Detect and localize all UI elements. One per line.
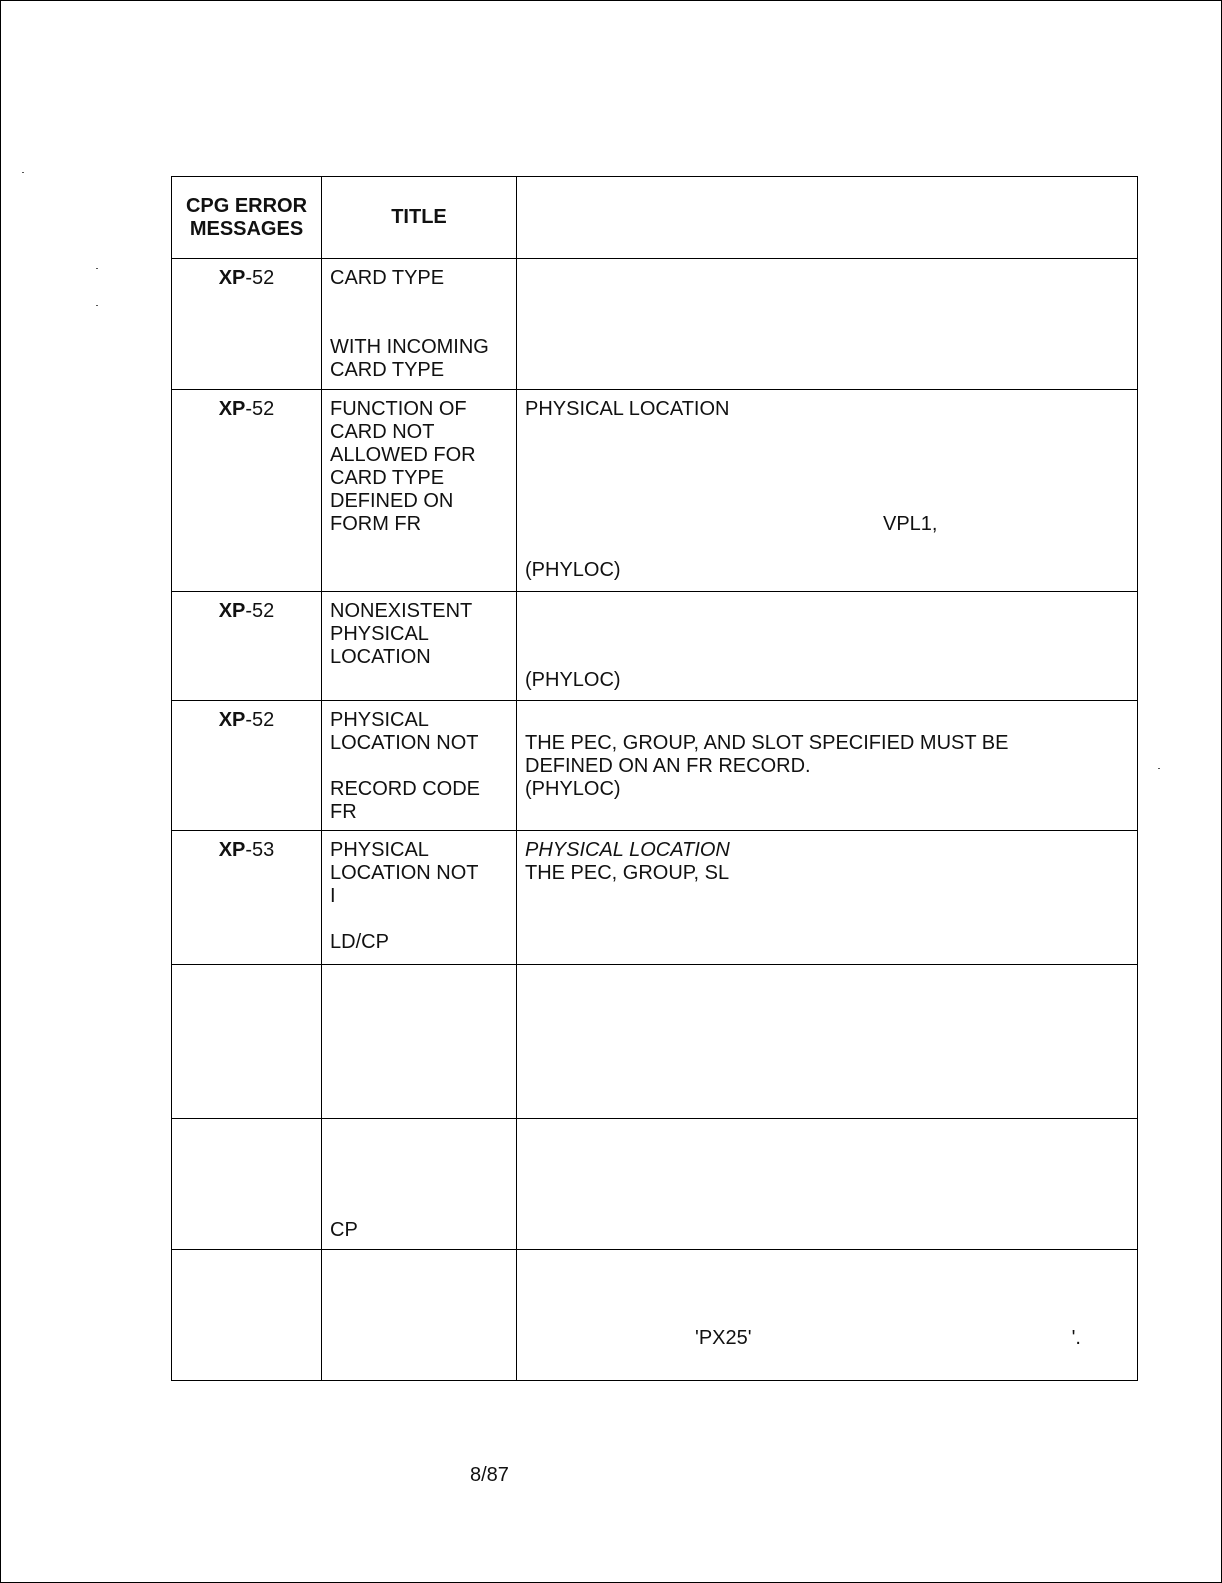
error-description-line — [525, 444, 1129, 467]
error-description-line: PHYSICAL LOCATION — [525, 398, 730, 420]
scan-speck — [96, 268, 98, 269]
error-description-cell — [517, 592, 1138, 701]
error-code-number: -52 — [245, 600, 275, 622]
error-title-cell — [322, 390, 517, 592]
error-title-line — [330, 1173, 508, 1196]
error-title-cell — [322, 592, 517, 701]
error-title-line: ALLOWED FOR — [330, 444, 476, 466]
error-description-line: (PHYLOC) — [525, 669, 621, 691]
error-title-line — [330, 1127, 508, 1150]
scan-speck — [22, 172, 24, 173]
error-description-line: PHYSICAL LOCATION — [525, 839, 730, 861]
error-description-line: '. — [1071, 1327, 1081, 1349]
table-row — [172, 965, 1138, 1119]
error-title-cell — [322, 259, 517, 390]
table-row — [172, 390, 1138, 592]
page-number: 8/87 — [470, 1464, 509, 1486]
error-description-line — [525, 600, 1129, 623]
error-title-line: PHYSICAL — [330, 839, 429, 861]
error-description-line: 'PX25' — [695, 1327, 752, 1349]
error-code-cell — [172, 259, 322, 390]
error-code-prefix: XP — [218, 600, 246, 622]
error-code-number: -52 — [245, 709, 275, 731]
error-code-cell — [172, 965, 322, 1119]
error-description-cell — [517, 1119, 1138, 1250]
header-code-line2: MESSAGES — [189, 217, 304, 240]
error-description-line — [525, 490, 1129, 513]
error-title-line — [330, 1196, 508, 1219]
error-description-line — [525, 536, 1129, 559]
error-description-cell — [517, 701, 1138, 831]
error-code-number: -53 — [245, 839, 275, 861]
error-description-cell — [517, 1250, 1138, 1381]
error-title-line: WITH INCOMING — [330, 336, 489, 358]
error-description-line — [525, 467, 1129, 490]
header-description — [517, 177, 1138, 259]
error-description-line — [525, 623, 1129, 646]
error-title-line: RECORD CODE — [330, 778, 481, 800]
error-title-line — [330, 313, 508, 336]
table-header-row — [172, 177, 1138, 259]
error-title-cell — [322, 1119, 517, 1250]
error-messages-table — [171, 176, 1138, 1381]
error-title-cell — [322, 831, 517, 965]
header-code-line1: CPG ERROR — [185, 194, 308, 217]
error-title-line: FR — [330, 801, 357, 823]
error-title-cell — [322, 1250, 517, 1381]
error-description-line: THE PEC, GROUP, SL — [525, 862, 730, 884]
error-title-line: PHYSICAL — [330, 709, 429, 731]
error-code-cell — [172, 592, 322, 701]
error-code-prefix: XP — [218, 267, 246, 289]
table-row — [172, 831, 1138, 965]
error-title-line — [330, 1150, 508, 1173]
error-description-line: DEFINED ON AN FR RECORD. — [525, 755, 811, 777]
error-code-cell — [172, 831, 322, 965]
error-description-line — [525, 1281, 1129, 1304]
error-title-line: CARD NOT — [330, 421, 435, 443]
error-code-cell — [172, 390, 322, 592]
error-description-line — [525, 646, 1129, 669]
error-code-cell — [172, 701, 322, 831]
error-title-line — [330, 908, 508, 931]
error-title-line: CARD TYPE — [330, 467, 445, 489]
table-row — [172, 701, 1138, 831]
error-description-line — [525, 1258, 1129, 1281]
error-title-line: FORM FR — [330, 513, 422, 535]
error-title-line: NONEXISTENT — [330, 600, 473, 622]
error-code-prefix: XP — [218, 398, 246, 420]
header-title: TITLE — [322, 177, 517, 259]
error-description-line: VPL1, — [883, 513, 938, 535]
error-description-cell — [517, 259, 1138, 390]
scan-speck — [96, 305, 98, 306]
error-title-line: PHYSICAL — [330, 623, 429, 645]
error-title-line — [330, 755, 508, 778]
table-row — [172, 1250, 1138, 1381]
error-title-line: DEFINED ON — [330, 490, 454, 512]
error-description-cell — [517, 831, 1138, 965]
error-description-line — [525, 1304, 1129, 1327]
error-description-line — [525, 421, 1129, 444]
error-code-number: -52 — [245, 267, 275, 289]
error-code-cell — [172, 1250, 322, 1381]
error-description-line: (PHYLOC) — [525, 559, 621, 581]
scan-speck — [1158, 768, 1160, 769]
error-description-line: THE PEC, GROUP, AND SLOT SPECIFIED MUST BE — [525, 732, 1009, 754]
error-title-line: CARD TYPE — [330, 359, 445, 381]
error-code-number: -52 — [245, 398, 275, 420]
error-title-line: CP — [330, 1219, 358, 1241]
error-title-line: LOCATION — [330, 646, 431, 668]
error-title-line: CARD TYPE — [330, 267, 445, 289]
error-description-line — [525, 709, 1129, 732]
error-title-line: LD/CP — [330, 931, 389, 953]
error-title-cell — [322, 701, 517, 831]
error-title-line: I — [330, 885, 336, 907]
error-description-cell — [517, 390, 1138, 592]
error-title-line: LOCATION NOT — [330, 732, 479, 754]
error-description-cell — [517, 965, 1138, 1119]
header-error-code — [172, 177, 322, 259]
error-title-line: LOCATION NOT — [330, 862, 479, 884]
error-title-line — [330, 290, 508, 313]
table-row — [172, 592, 1138, 701]
error-code-prefix: XP — [218, 709, 246, 731]
error-title-cell — [322, 965, 517, 1119]
error-code-cell — [172, 1119, 322, 1250]
error-title-line: FUNCTION OF — [330, 398, 467, 420]
table-row — [172, 259, 1138, 390]
error-description-line: (PHYLOC) — [525, 778, 621, 800]
error-code-prefix: XP — [218, 839, 246, 861]
table-row — [172, 1119, 1138, 1250]
